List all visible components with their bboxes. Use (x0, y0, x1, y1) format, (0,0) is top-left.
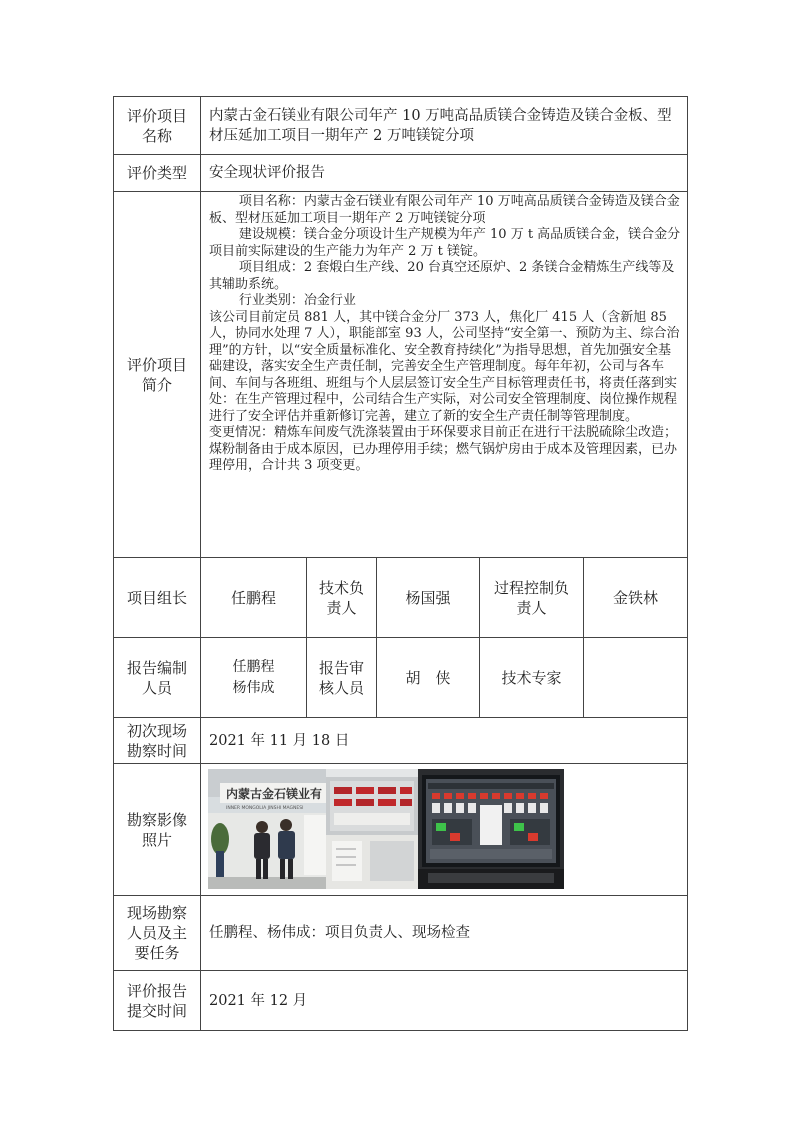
control-panel-photo-image (326, 769, 418, 889)
row-eval-type (114, 155, 688, 192)
site-photo-control-panel (326, 769, 418, 889)
company-sign-subtext: INNER MONGOLIA JINSHI MAGNESI (226, 806, 304, 811)
entrance-photo-image (208, 769, 326, 889)
dcs-screen-photo-image (418, 769, 564, 889)
company-sign-text: 内蒙古金石镁业有 (226, 787, 323, 801)
expert-value (584, 638, 688, 718)
photos-label: 勘察影像照片 (114, 764, 201, 896)
eval-type-value: 安全现状评价报告 (201, 155, 688, 192)
row-submit-time (114, 971, 688, 1031)
process-lead-value: 金铁林 (584, 558, 688, 638)
row-photos (114, 764, 688, 896)
eval-type-label: 评价类型 (114, 155, 201, 192)
survey-staff-value: 任鹏程、杨伟成：项目负责人、现场检查 (201, 896, 688, 971)
compiler-name: 任鹏程 (232, 658, 275, 675)
row-summary (114, 192, 688, 558)
summary-scale: 建设规模：镁合金分项设计生产规模为年产 10 万 t 高品质镁合金，镁合金分项目前实际建设的生产能力为年产 2 万 t 镁锭。 (209, 227, 681, 259)
project-name-label: 评价项目名称 (114, 97, 201, 155)
summary-staffing: 该公司目前定员 881 人，其中镁合金分厂 373 人，焦化厂 415 人（含新旭 85 人，协同水处理 7 人），职能部室 93 人，公司坚持“安全第一、预防为主、综合治理”的方针，以“安全质量标准化、安全教育持续化”为指导思想，首先加强安全基础建设，落实安全生产责任制，完善安全生产管理制度。每年年初，公司与各车间、车间与各班组、班组与个人层层签订安全生产目标管理责任书，将责任落到实处：在生产管理过程中，公司结合生产实际，对公司安全管理制度、岗位操作规程进行了安全评估并重新修订完善，建立了新的安全生产责任制等管理制度。 (209, 309, 680, 424)
row-team (114, 558, 688, 638)
row-compile (114, 638, 688, 718)
expert-label: 技术专家 (480, 638, 584, 718)
summary-project-name: 项目名称：内蒙古金石镁业有限公司年产 10 万吨高品质镁合金铸造及镁合金板、型材压延加工项目一期年产 2 万吨镁锭分项 (209, 194, 680, 226)
site-photo-dcs-screen (418, 769, 564, 889)
evaluation-info-table (113, 96, 688, 1031)
process-lead-label: 过程控制负责人 (480, 558, 584, 638)
project-name-value: 内蒙古金石镁业有限公司年产 10 万吨高品质镁合金铸造及镁合金板、型材压延加工项目一期年产 2 万吨镁锭分项 (201, 97, 688, 155)
leader-value: 任鹏程 (201, 558, 307, 638)
tech-lead-label: 技术负责人 (307, 558, 377, 638)
summary-content (201, 192, 688, 558)
summary-changes: 变更情况：精炼车间废气洗涤装置由于环保要求目前正在进行干法脱硫除尘改造；煤粉制备由于成本原因，已办理停用手续；燃气锅炉房由于成本及管理因素，已办理停用，合计共 3 项变更。 (209, 425, 678, 473)
reviewer-value: 胡 侠 (377, 638, 480, 718)
row-survey-time (114, 718, 688, 764)
compilers-label: 报告编制人员 (114, 638, 201, 718)
row-project-name (114, 97, 688, 155)
compiler-name: 杨伟成 (232, 679, 275, 696)
survey-time-label: 初次现场勘察时间 (114, 718, 201, 764)
photos-cell (201, 764, 688, 896)
leader-label: 项目组长 (114, 558, 201, 638)
summary-industry: 行业类别：冶金行业 (238, 293, 356, 308)
tech-lead-value: 杨国强 (377, 558, 480, 638)
summary-label: 评价项目简介 (114, 192, 201, 558)
survey-time-value: 2021 年 11 月 18 日 (201, 718, 688, 764)
submit-time-label: 评价报告提交时间 (114, 971, 201, 1031)
site-photo-entrance (208, 769, 326, 889)
reviewer-label: 报告审核人员 (307, 638, 377, 718)
row-survey-staff (114, 896, 688, 971)
summary-composition: 项目组成：2 套煅白生产线、20 台真空还原炉、2 条镁合金精炼生产线等及其辅助系统。 (209, 260, 675, 292)
compilers-value (201, 638, 307, 718)
survey-staff-label: 现场勘察人员及主要任务 (114, 896, 201, 971)
submit-time-value: 2021 年 12 月 (201, 971, 688, 1031)
